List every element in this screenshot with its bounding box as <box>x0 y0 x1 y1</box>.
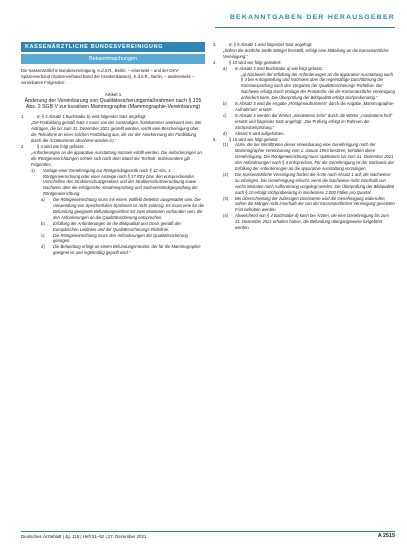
item-number: 5. <box>213 136 217 142</box>
item-text: In Absatz 3 wird die Angabe „Röntgenaufnahmen“ durch die Angabe „Mammographie-Aufnahmen“ ersetzt. <box>235 101 395 112</box>
list-item <box>21 233 205 245</box>
intro-paragraph: Die Kassenärztliche Bundesvereinigung, K.d.ö.R., Berlin, – einerseits – und der GKV-Spitzenverband (Spitzenverband Bund der Krankenkassen), K.d.ö.R., Berlin, – andererseits – vereinbaren Folgendes: <box>21 68 195 85</box>
article-heading: Artikel 1 <box>104 91 122 97</box>
item-number: 1. <box>21 114 25 120</box>
list-item <box>213 101 395 113</box>
item-text: Abweichend von § 4 Buchstabe d) kann bei Ärzten, die eine Genehmigung bis zum 31. Dezember 2021 erhalten haben, die Befundung übergangsweise fortgeführt werden. <box>235 213 389 231</box>
list-item <box>21 244 205 256</box>
item-text: § 10 wird wie folgt geändert: <box>229 59 282 65</box>
item-number: c) <box>223 112 227 118</box>
item-text: Die Kassenärztliche Vereinigung fordert die Ärzte nach Absatz 1 auf, die Nachweise zu erbringen. Die Genehmigung erlischt, wenn die Nachweise nicht innerhalb von sechs Monaten nach Aufforderung vorgelegt werden. Die Überprüfung der Bildqualität nach § 10 erfolgt stichprobenartig in mindestens 2.000 Fällen pro Quartal. <box>235 171 395 195</box>
item-text: Die Befundung erfolgt an einem Befundungsmonitor, der für die Mammographie geeignet ist und regelmäßig geprüft wird.“ <box>53 244 201 256</box>
item-number: (2) <box>223 171 229 177</box>
item-text: Absatz 5 wird aufgehoben. <box>235 130 285 136</box>
item-text: In § 3 Absatz 1 Buchstabe b) wird folgender Satz angefügt: <box>37 114 147 120</box>
item-number: (1) <box>223 142 229 148</box>
list-item <box>213 66 395 72</box>
item-number: 4. <box>213 59 217 65</box>
quoted-text: „Sofern die ärztliche Stelle Mängel feststellt, erfolgt eine Mitteilung an die Kassenärztliche Vereinigung.“ <box>223 47 389 59</box>
item-number: b) <box>41 220 45 226</box>
item-number: c) <box>41 232 45 238</box>
article-title: Änderung der Vereinbarung von Qualitätssicherungsmaßnahmen nach § 135 Abs. 2 SGB V zur kurativen Mammographie (Mammographie-Vereinbarung) <box>24 97 202 111</box>
item-number: d) <box>41 244 45 250</box>
item-text: In Absatz 4 werden die Wörter „mindestens zehn“ durch die Wörter „mindestens fünf“ ersetzt und folgender Satz angefügt: „Die Prüfung erfolgt im Rahmen der Stichprobenprüfung.“ <box>235 112 393 130</box>
item-number: 1) <box>31 167 35 173</box>
left-column <box>21 42 205 256</box>
item-number: (3) <box>223 195 229 201</box>
item-number: 3. <box>213 42 217 47</box>
header-rule <box>215 27 395 28</box>
list-item <box>213 113 395 131</box>
item-text: Die Röntgeneinrichtung muss den Anforderungen der Qualitätssicherung genügen. <box>53 232 188 244</box>
footer-rule <box>21 531 395 532</box>
quoted-text: „Die Fortbildung gemäß Satz 1 muss von der zuständigen Ärztekammer anerkannt sein. Bei Anträgen, die bis zum 31. Dezember 2021 gestellt werden, reicht eine Bescheinigung über die Teilnahme an einer solchen Fortbildung aus, die vor der Anerkennung der Fortbildung durch die Ärztekammer absolviert worden ist.“ <box>31 120 202 144</box>
item-number: 2. <box>21 143 25 149</box>
item-number: d) <box>223 130 227 136</box>
item-text: Bei Überschreitung der zulässigen Dosiswerte wird die Genehmigung widerrufen, sofern die Mängel nicht innerhalb der von der Kassenärztlichen Vereinigung gesetzten Frist behoben werden. <box>235 195 395 213</box>
item-text: Ärzte, die bei Inkrafttreten dieser Vereinbarung eine Genehmigung nach der Mammographie-Vereinbarung vom 1. Januar 1993 besitzen, behalten diese Genehmigung. Die Röntgeneinrichtung muss spätestens bis zum 31. Dezember 2021 den Anforderungen nach § 4 entsprechen. Für die Genehmigung ist der Nachweis der Erfüllung der Anforderungen an die apparative Ausstattung vorzulegen. <box>235 142 395 172</box>
quoted-text: „Anforderungen an die apparative Ausstattung müssen erfüllt werden. Die Anforderungen an die Röntgeneinrichtungen richten sich nach dem Stand der Technik. Insbesondere gilt Folgendes: <box>31 149 202 167</box>
item-text: § 15 wird wie folgt gefasst: <box>229 136 279 142</box>
item-text: Vorlage einer Genehmigung zur Röntgendiagnostik nach § 12 Abs. 1 Röntgenverordnung oder einer Anzeige nach § 17 RöV bzw. den entsprechenden Vorschriften des Strahlenschutzgesetzes und der Strahlenschutzverordnung sowie Nachweis über die erfolgreiche Abnahmeprüfung und Sachverständigenprüfung der Röntgeneinrichtung. <box>43 167 198 197</box>
item-text: In § 9 Absatz 1 wird folgender Satz angefügt: <box>229 42 313 47</box>
list-item <box>213 172 395 196</box>
item-number: a) <box>223 65 227 71</box>
item-number: b) <box>223 101 227 107</box>
quoted-text: „a) Nachweis der Erfüllung der Anforderungen an die apparative Ausstattung nach § 4 bei Antragstellung und Nachweis über die regelmäßige Durchführung der Konstanzprüfung nach den Vorgaben der Qualitätssicherungs-Richtlinie. Der Nachweis erfolgt durch Vorlage der Protokolle, die die Kassenärztliche Vereinigung anfordern kann. Die Überprüfung der Bildqualität erfolgt stichprobenartig.“ <box>241 71 395 101</box>
item-number: a) <box>41 197 45 203</box>
list-item <box>213 142 395 172</box>
page-number: A 2515 <box>377 533 395 539</box>
organization-bar: KASSENÄRZTLICHE BUNDESVEREINIGUNG <box>21 42 205 52</box>
right-column <box>213 42 395 231</box>
item-text: Die Röntgeneinrichtung muss mit einem Vollfeld-Detektor ausgestattet sein. Die Verwendung von Speicherfolien-Systemen ist nicht zulässig. Es muss eine für die Befundung geeignete Befundungseinheit mit zwei Monitoren vorhanden sein, die den Anforderungen an die Qualitätssicherung entsprechen. <box>53 197 204 220</box>
journal-citation: Deutsches Ärzteblatt | Jg. 118 | Heft 51–52 | 27. Dezember 2021 <box>21 534 147 539</box>
list-item <box>213 196 395 214</box>
announcements-bar: Bekanntmachungen <box>21 54 205 64</box>
list-item <box>21 197 205 221</box>
item-text: § 4 wird wie folgt gefasst: <box>37 143 85 149</box>
list-item <box>213 213 395 231</box>
item-text: In Absatz 2 wird Buchstabe a) wie folgt gefasst: <box>235 65 323 71</box>
list-item <box>21 221 205 233</box>
item-number: (4) <box>223 213 229 219</box>
list-item <box>21 144 205 150</box>
section-header: BEKANNTGABEN DER HERAUSGEBER <box>229 14 395 21</box>
item-text: Erfüllung der Anforderungen an die Bildqualität und Dosis gemäß der Europäischen Leitlinien und der Qualitätssicherungs-Richtlinie. <box>53 220 181 232</box>
list-item <box>21 168 205 198</box>
